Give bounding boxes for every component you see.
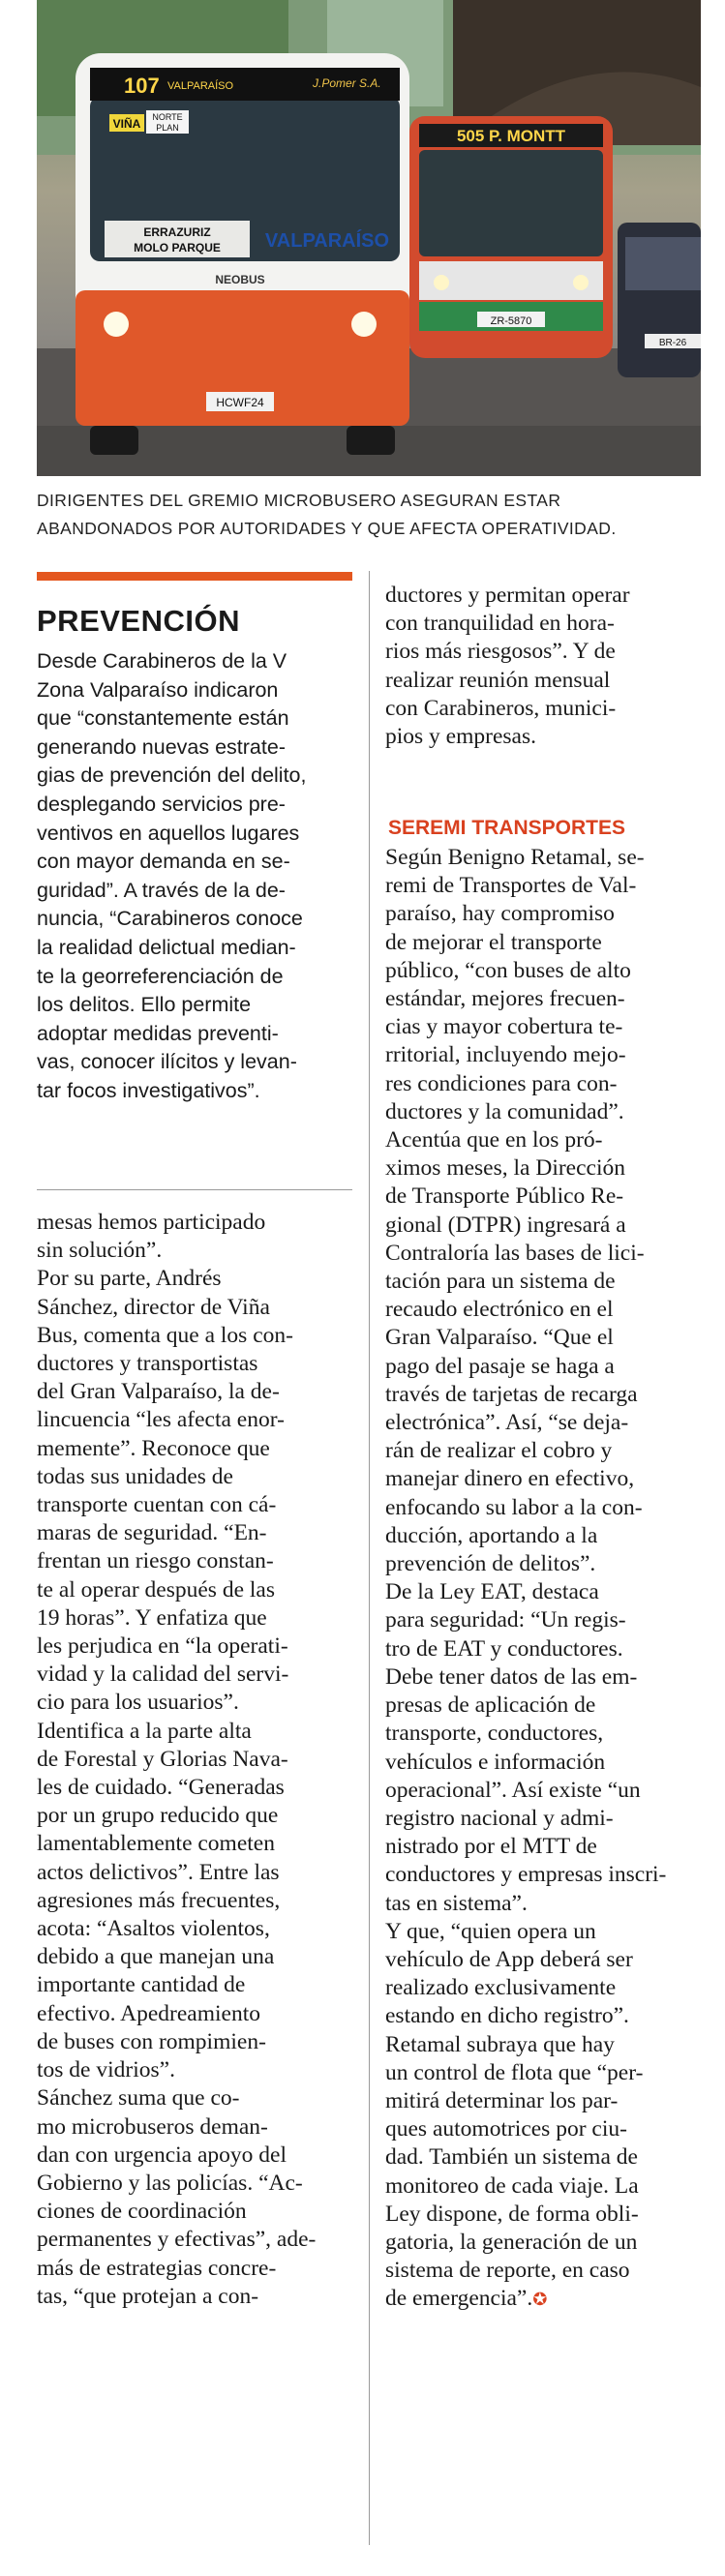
- right-top-line: pios y empresas.: [385, 724, 536, 750]
- box-line: desplegando servicios pre-: [37, 792, 286, 816]
- left-line: Gobierno y las policías. “Ac-: [37, 2170, 303, 2196]
- right-top-line: con tranquilidad en hora-: [385, 611, 615, 637]
- right-line: ques automotrices por ciu-: [385, 2116, 627, 2142]
- box-line: Desde Carabineros de la V: [37, 649, 287, 673]
- right-line: mitirá determinar los par-: [385, 2087, 619, 2113]
- right-line: de mejorar el transporte: [385, 929, 602, 955]
- left-line: frentan un riesgo constan-: [37, 1548, 274, 1574]
- box-top-rule: [37, 572, 352, 581]
- main-bus-route-line1: ERRAZURIZ: [143, 225, 211, 239]
- right-line: prevención de delitos”.: [385, 1551, 596, 1577]
- right-line: paraíso, hay compromiso: [385, 901, 615, 927]
- main-bus-sign-top: VALPARAÍSO: [167, 80, 234, 92]
- right-line: registro nacional y admi-: [385, 1805, 614, 1831]
- box-line: vas, conocer ilícitos y levan-: [37, 1050, 297, 1074]
- right-line: través de tarjetas de recarga: [385, 1381, 638, 1407]
- left-line: acota: “Asaltos violentos,: [37, 1916, 270, 1942]
- left-line: ciones de coordinación: [37, 2199, 247, 2225]
- right-line: cias y mayor cobertura te-: [385, 1014, 623, 1040]
- box-line: te la georreferenciación de: [37, 964, 284, 988]
- box-body: [37, 647, 351, 1106]
- right-line: dad. También un sistema de: [385, 2144, 638, 2171]
- right-line: De la Ley EAT, destaca: [385, 1579, 599, 1605]
- caption-line: DIRIGENTES DEL GREMIO MICROBUSERO ASEGURAN ESTAR: [37, 491, 561, 510]
- second-bus-sign: 505 P. MONTT: [456, 127, 566, 145]
- main-bus-sign-vina: VIÑA: [112, 117, 141, 131]
- right-line: gatoria, la generación de un: [385, 2229, 638, 2255]
- right-line: remi de Transportes de Val-: [385, 873, 637, 899]
- right-line: recaudo electrónico en el: [385, 1297, 614, 1323]
- column-divider: [369, 571, 370, 2545]
- left-line: permanentes y efectivas”, ade-: [37, 2227, 317, 2253]
- right-line: vehículos e información: [385, 1749, 606, 1775]
- right-line: estando en dicho registro”.: [385, 2003, 629, 2029]
- second-bus-plate: ZR-5870: [490, 315, 532, 327]
- right-line: res condiciones para con-: [385, 1070, 618, 1096]
- left-line: memente”. Reconoce que: [37, 1435, 270, 1461]
- box-line: con mayor demanda en se-: [37, 850, 290, 874]
- caption-line: ABANDONADOS POR AUTORIDADES Y QUE AFECTA OPERATIVIDAD.: [37, 519, 617, 538]
- right-top-line: con Carabineros, munici-: [385, 695, 617, 721]
- right-line: tación para un sistema de: [385, 1269, 616, 1295]
- box-line: la realidad delictual median-: [37, 935, 296, 959]
- main-bus-plate: HCWF24: [216, 396, 264, 409]
- right-top-line: realizar reunión mensual: [385, 667, 611, 693]
- left-line: mesas hemos participado: [37, 1210, 266, 1235]
- box-line: nuncia, “Carabineros conoce: [37, 907, 303, 931]
- main-bus-company-logo: J.Pomer S.A.: [313, 76, 381, 90]
- main-bus-destination: VALPARAÍSO: [264, 230, 390, 252]
- right-line: de Transporte Público Re-: [385, 1183, 624, 1210]
- right-line: gional (DTPR) ingresará a: [385, 1212, 626, 1238]
- main-bus-route-number: 107: [124, 74, 160, 98]
- right-line: estándar, mejores frecuen-: [385, 986, 625, 1012]
- right-top-line: ductores y permitan operar: [385, 583, 630, 608]
- left-line: vidad y la calidad del servi-: [37, 1662, 289, 1688]
- right-line: enfocando su labor a la con-: [385, 1494, 643, 1520]
- left-line: lamentablemente cometen: [37, 1831, 275, 1857]
- right-line: un control de flota que “per-: [385, 2059, 644, 2085]
- right-line: conductores y empresas inscri-: [385, 1862, 667, 1888]
- right-line-last: [385, 2285, 705, 2314]
- car: [618, 223, 701, 377]
- main-bus-brand: NEOBUS: [215, 273, 265, 286]
- left-line: agresiones más frecuentes,: [37, 1887, 281, 1913]
- right-line: operacional”. Así existe “un: [385, 1777, 641, 1803]
- right-line: tas en sistema”.: [385, 1890, 528, 1916]
- left-line: sin solución”.: [37, 1238, 163, 1264]
- left-line: por un grupo reducido que: [37, 1803, 279, 1829]
- box-line: los delitos. Ello permite: [37, 993, 252, 1017]
- left-line: Sánchez, director de Viña: [37, 1294, 270, 1320]
- photo-caption: [37, 487, 705, 543]
- right-line: Ley dispone, de forma obli-: [385, 2201, 639, 2227]
- main-bus-route-line2: MOLO PARQUE: [134, 241, 221, 255]
- left-line: Por su parte, Andrés: [37, 1266, 222, 1292]
- left-line: más de estrategias concre-: [37, 2255, 277, 2281]
- end-mark-icon: ✪: [532, 2290, 548, 2311]
- box-line: gias de prevención del delito,: [37, 764, 307, 788]
- left-line: actos delictivos”. Entre las: [37, 1859, 280, 1885]
- right-line: rritorial, incluyendo mejo-: [385, 1042, 626, 1068]
- left-line: te al operar después de las: [37, 1576, 275, 1603]
- right-line: Debe tener datos de las em-: [385, 1663, 638, 1690]
- right-column-text: [385, 844, 705, 2315]
- left-line: Sánchez suma que co-: [37, 2085, 240, 2112]
- right-line: ductores y la comunidad”.: [385, 1098, 624, 1124]
- left-line: del Gran Valparaíso, la de-: [37, 1379, 280, 1405]
- left-line: transporte cuentan con cá-: [37, 1492, 277, 1518]
- right-line: Según Benigno Retamal, se-: [385, 845, 645, 870]
- left-line: de buses con rompimien-: [37, 2028, 266, 2054]
- box-title: PREVENCIÓN: [37, 604, 240, 638]
- right-line: presas de aplicación de: [385, 1692, 596, 1719]
- left-line: tos de vidrios”.: [37, 2057, 175, 2083]
- left-line: de Forestal y Glorias Nava-: [37, 1746, 288, 1772]
- article-photo: [37, 0, 701, 476]
- right-line-final-text: de emergencia”.: [385, 2286, 533, 2312]
- left-line: 19 horas”. Y enfatiza que: [37, 1604, 267, 1631]
- left-line: debido a que manejan una: [37, 1944, 275, 1970]
- box-bottom-rule: [37, 1189, 352, 1190]
- right-line: Contraloría las bases de lici-: [385, 1240, 645, 1266]
- right-line: realizado exclusivamente: [385, 1975, 617, 2001]
- right-line: electrónica”. Así, “se deja-: [385, 1410, 629, 1436]
- left-line: tas, “que protejan a con-: [37, 2283, 259, 2309]
- box-line: ventivos en aquellos lugares: [37, 821, 300, 845]
- right-line: nistrado por el MTT de: [385, 1834, 597, 1860]
- car-plate: BR-26: [658, 338, 687, 348]
- left-line: mo microbuseros deman-: [37, 2113, 268, 2140]
- main-bus: [76, 53, 409, 455]
- box-line: tar focos investigativos”.: [37, 1078, 260, 1102]
- section-subhead: SEREMI TRANSPORTES: [388, 817, 626, 839]
- main-bus-sign-plan: PLAN: [156, 123, 179, 133]
- main-bus-sign-norte: NORTE: [152, 112, 183, 122]
- right-line: transporte, conductores,: [385, 1721, 604, 1747]
- right-top-line: rios más riesgosos”. Y de: [385, 639, 616, 665]
- left-line: les perjudica en “la operati-: [37, 1633, 288, 1660]
- left-line: lincuencia “les afecta enor-: [37, 1407, 285, 1433]
- left-line: importante cantidad de: [37, 1972, 246, 1998]
- right-line: para seguridad: “Un regis-: [385, 1607, 626, 1633]
- right-line: manejar dinero en efectivo,: [385, 1466, 635, 1492]
- box-line: adoptar medidas preventi-: [37, 1021, 279, 1045]
- right-line: sistema de reporte, en caso: [385, 2258, 630, 2284]
- right-line: Y que, “quien opera un: [385, 1918, 596, 1944]
- left-line: cio para los usuarios”.: [37, 1690, 239, 1716]
- right-line: Gran Valparaíso. “Que el: [385, 1325, 614, 1351]
- left-line: todas sus unidades de: [37, 1463, 233, 1489]
- left-line: Bus, comenta que a los con-: [37, 1322, 293, 1348]
- right-line: pago del pasaje se haga a: [385, 1353, 615, 1379]
- left-line: ductores y transportistas: [37, 1351, 258, 1377]
- box-line: guridad”. A través de la de-: [37, 878, 286, 902]
- right-line: tro de EAT y conductores.: [385, 1635, 623, 1662]
- right-line: monitoreo de cada viaje. La: [385, 2172, 639, 2199]
- left-line: maras de seguridad. “En-: [37, 1520, 267, 1546]
- right-line: rán de realizar el cobro y: [385, 1438, 613, 1464]
- box-line: Zona Valparaíso indicaron: [37, 677, 279, 702]
- left-line: dan con urgencia apoyo del: [37, 2142, 287, 2168]
- right-column-top: [385, 582, 705, 751]
- left-line: les de cuidado. “Generadas: [37, 1775, 285, 1801]
- right-line: vehículo de App deberá ser: [385, 1946, 633, 1972]
- right-line: Acentúa que en los pró-: [385, 1127, 603, 1153]
- box-line: que “constantemente están: [37, 706, 289, 731]
- left-line: efectivo. Apedreamiento: [37, 2000, 260, 2026]
- right-line: ducción, aportando a la: [385, 1522, 598, 1548]
- left-column-text: [37, 1209, 351, 2311]
- left-line: Identifica a la parte alta: [37, 1718, 252, 1744]
- second-bus: [409, 116, 613, 358]
- right-line: público, “con buses de alto: [385, 957, 631, 983]
- right-line: ximos meses, la Dirección: [385, 1155, 625, 1182]
- bus-photo-illustration: [37, 0, 701, 476]
- box-line: generando nuevas estrate-: [37, 734, 286, 759]
- right-line: Retamal subraya que hay: [385, 2031, 615, 2057]
